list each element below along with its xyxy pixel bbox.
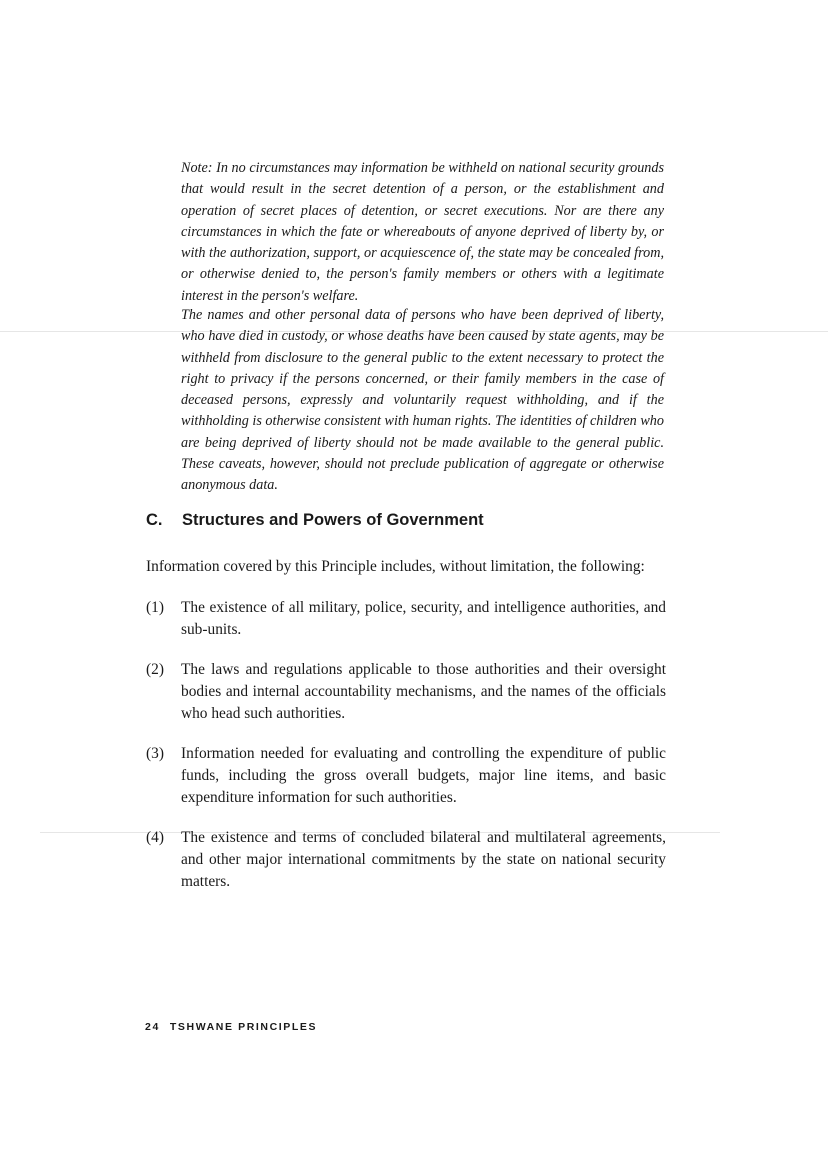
section-letter: C. [146,511,163,529]
running-title: TSHWANE PRINCIPLES [169,1021,318,1033]
section-title: Structures and Powers of Government [182,511,484,529]
list-item-text: Information needed for evaluating and controlling the expenditure of public funds, including the gross overall budgets, major line items, and basic expenditure information for such authorities. [181,745,666,806]
list-item-text: The existence and terms of concluded bilateral and multilateral agreements, and other major international commitments by the state on national security matters. [181,829,666,890]
list-item-number: (4) [146,829,164,846]
note-paragraph-1: Note: In no circumstances may information be withheld on national security grounds that would result in the secret detention of a person, or the establishment and operation of secret places of detention, or secret executions. Nor are there any circumstances in which the fate or whereabouts of anyone deprived of liberty by, or with the authorization, support, or acquiescence of, the state may be concealed from, or otherwise denied to, the person's family members or others with a legitimate interest in the person's welfare. [181,160,664,304]
note-paragraph-2: The names and other personal data of persons who have been deprived of liberty, who have died in custody, or whose deaths have been caused by state agents, may be withheld from disclosure to the general public to the extent necessary to protect the right to privacy if the persons concerned, or their family members in the case of deceased persons, expressly and voluntarily request withholding, and if the withholding is otherwise consistent with human rights. The identities of children who are being deprived of liberty should not be made available to the general public. These caveats, however, should not preclude publication of aggregate or otherwise anonymous data. [181,307,664,494]
page-number: 24 [145,1021,160,1033]
list-item-text: The laws and regulations applicable to those authorities and their oversight bodies and internal accountability mechanisms, and the names of the officials who head such authorities. [181,661,666,722]
list-item-1 [146,597,666,641]
section-heading [146,511,484,530]
list-item-2 [146,659,666,725]
list-item-3 [146,743,666,809]
list-item-number: (1) [146,599,164,616]
list-item-4 [146,827,666,893]
section-intro: Information covered by this Principle includes, without limitation, the following: [146,558,645,575]
list-item-number: (2) [146,661,164,678]
list-item-number: (3) [146,745,164,762]
list-item-text: The existence of all military, police, security, and intelligence authorities, and sub-units. [181,599,666,638]
page-footer [145,1021,317,1033]
